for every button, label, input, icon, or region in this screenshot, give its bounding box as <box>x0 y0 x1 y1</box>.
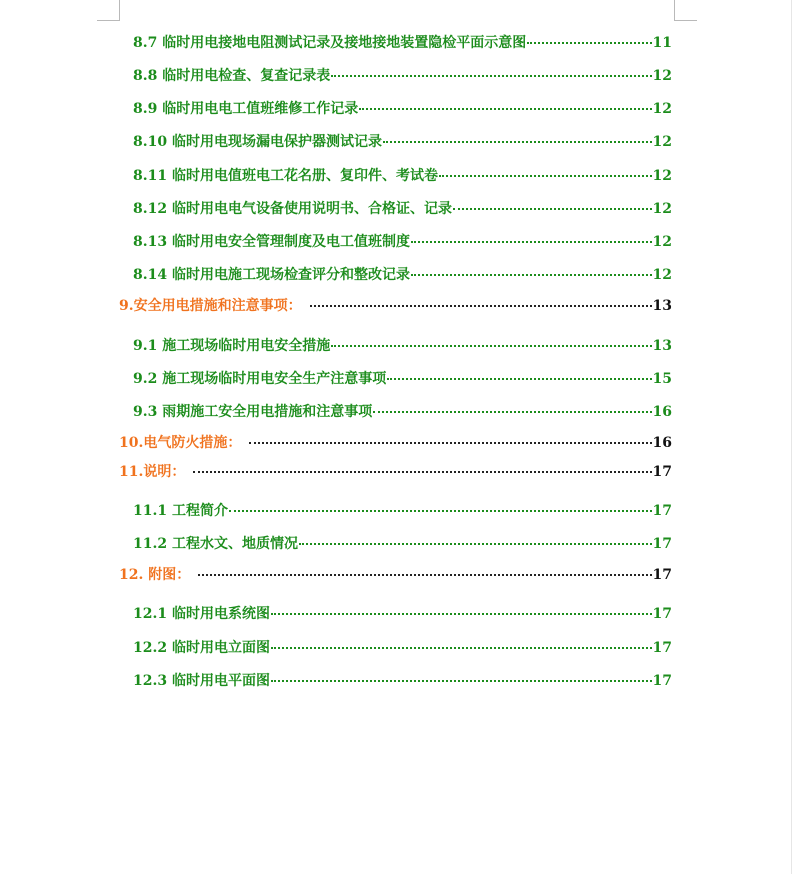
toc-dot-leader <box>453 208 652 210</box>
toc-entry-title: 8.10 临时用电现场漏电保护器测试记录 <box>133 134 382 150</box>
toc-page-number: 17 <box>652 606 672 622</box>
toc-entry[interactable] <box>133 100 672 118</box>
toc-dot-leader <box>193 471 651 473</box>
toc-dot-leader <box>411 241 652 243</box>
toc-entry-title: 8.12 临时用电电气设备使用说明书、合格证、记录 <box>133 201 452 217</box>
toc-page-number: 16 <box>652 435 672 451</box>
toc-entry-title: 12. 附图： <box>119 567 191 583</box>
toc-entry-main[interactable] <box>119 463 672 481</box>
toc-entry-title: 9.1 施工现场临时用电安全措施 <box>133 338 331 354</box>
toc-entry-title: 8.14 临时用电施工现场检查评分和整改记录 <box>133 267 410 283</box>
toc-dot-leader <box>411 274 652 276</box>
toc-page-number: 17 <box>652 567 672 583</box>
toc-entry[interactable] <box>133 266 672 284</box>
toc-dot-leader <box>229 510 652 512</box>
toc-page-number: 12 <box>652 267 672 283</box>
toc-page-number: 12 <box>652 134 672 150</box>
toc-dot-leader <box>527 42 651 44</box>
toc-entry-main[interactable] <box>119 566 672 584</box>
toc-page-number: 13 <box>652 298 672 314</box>
toc-entry[interactable] <box>133 133 672 151</box>
toc-entry[interactable] <box>133 639 672 657</box>
toc-page-number: 17 <box>652 536 672 552</box>
toc-entry-title: 8.7 临时用电接地电阻测试记录及接地接地装置隐检平面示意图 <box>133 35 527 51</box>
toc-entry-main[interactable] <box>119 297 672 315</box>
toc-page-number: 17 <box>652 503 672 519</box>
toc-entry-title: 8.8 临时用电检查、复查记录表 <box>133 68 331 84</box>
toc-dot-leader <box>249 442 651 444</box>
toc-entry[interactable] <box>133 535 672 553</box>
toc-page-number: 17 <box>652 464 672 480</box>
toc-dot-leader <box>271 613 652 615</box>
toc-dot-leader <box>310 305 652 307</box>
toc-entry-title: 10.电气防火措施： <box>119 435 242 451</box>
toc-dot-leader <box>383 141 652 143</box>
toc-page-number: 17 <box>652 673 672 689</box>
toc-entry-title: 12.2 临时用电立面图 <box>133 640 270 656</box>
toc-entry[interactable] <box>133 672 672 690</box>
toc-entry[interactable] <box>133 337 672 355</box>
toc-dot-leader <box>299 543 652 545</box>
toc-entry-title: 8.11 临时用电值班电工花名册、复印件、考试卷 <box>133 168 438 184</box>
toc-entry-title: 8.13 临时用电安全管理制度及电工值班制度 <box>133 234 410 250</box>
toc-page-number: 12 <box>652 201 672 217</box>
toc-entry-title: 9.安全用电措施和注意事项： <box>119 298 302 314</box>
toc-entry[interactable] <box>133 67 672 85</box>
toc-entry-title: 12.1 临时用电系统图 <box>133 606 270 622</box>
toc-page-number: 12 <box>652 68 672 84</box>
toc-dot-leader <box>331 345 651 347</box>
toc-dot-leader <box>331 75 651 77</box>
toc-page-number: 17 <box>652 640 672 656</box>
toc-dot-leader <box>387 378 651 380</box>
toc-entry[interactable] <box>133 200 672 218</box>
toc-page-number: 16 <box>652 404 672 420</box>
toc-page-number: 13 <box>652 338 672 354</box>
toc-entry[interactable] <box>133 403 672 421</box>
toc-page-number: 12 <box>652 168 672 184</box>
toc-dot-leader <box>373 411 651 413</box>
toc-entry-title: 11.说明： <box>119 464 186 480</box>
toc-entry-title: 11.1 工程简介 <box>133 503 228 519</box>
toc-dot-leader <box>271 647 652 649</box>
toc-dot-leader <box>359 108 651 110</box>
toc-page-number: 12 <box>652 101 672 117</box>
toc-entry-title: 8.9 临时用电电工值班维修工作记录 <box>133 101 359 117</box>
toc-entry[interactable] <box>133 370 672 388</box>
toc-entry[interactable] <box>133 34 672 52</box>
toc-page-number: 11 <box>652 35 672 51</box>
toc-page-number: 12 <box>652 234 672 250</box>
toc-entry[interactable] <box>133 233 672 251</box>
toc-page-number: 15 <box>652 371 672 387</box>
toc-dot-leader <box>198 574 651 576</box>
toc-entry[interactable] <box>133 605 672 623</box>
toc-dot-leader <box>271 680 652 682</box>
toc-entry-title: 11.2 工程水文、地质情况 <box>133 536 298 552</box>
toc-dot-leader <box>439 175 652 177</box>
toc-entry-title: 12.3 临时用电平面图 <box>133 673 270 689</box>
toc-entry[interactable] <box>133 167 672 185</box>
toc-entry[interactable] <box>133 502 672 520</box>
toc-entry-title: 9.3 雨期施工安全用电措施和注意事项 <box>133 404 373 420</box>
toc-entry-title: 9.2 施工现场临时用电安全生产注意事项 <box>133 371 387 387</box>
toc-entry-main[interactable] <box>119 434 672 452</box>
